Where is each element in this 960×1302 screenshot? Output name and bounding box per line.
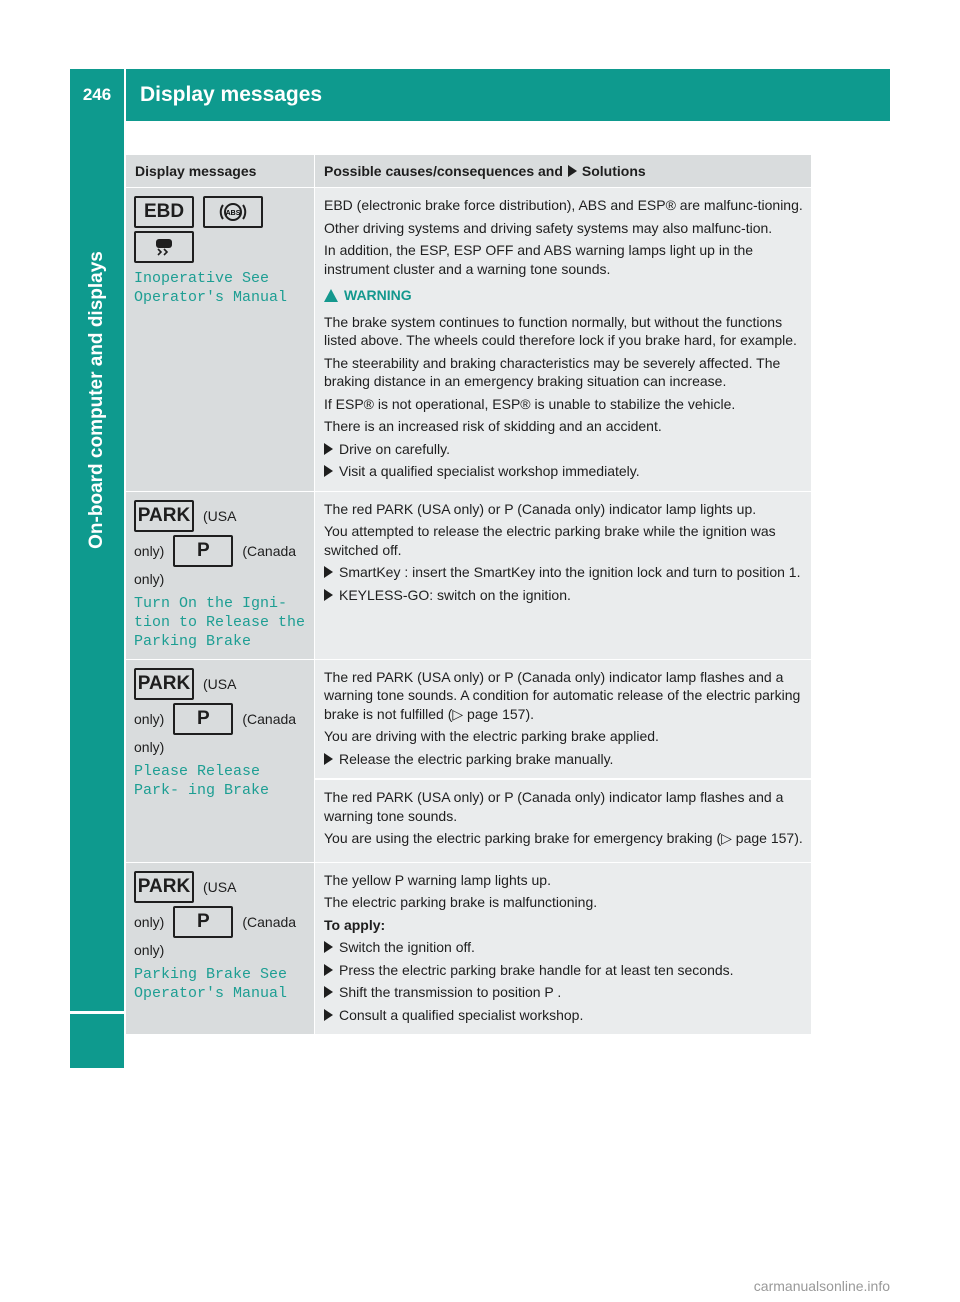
message-cell bbox=[126, 492, 314, 659]
region-note: (Canada bbox=[242, 710, 297, 727]
region-note: only) bbox=[134, 913, 165, 930]
warning-title: WARNING bbox=[344, 287, 412, 303]
park-icon: PARK bbox=[134, 871, 194, 903]
region-note: (Canada bbox=[242, 913, 297, 930]
paragraph: The electric parking brake is malfunctioning. bbox=[324, 894, 598, 910]
display-messages-table bbox=[126, 155, 811, 1035]
warning-triangle-icon bbox=[324, 289, 338, 302]
apply-label: To apply: bbox=[324, 916, 386, 933]
park-icon: PARK bbox=[134, 668, 194, 700]
col-header-causes bbox=[314, 155, 811, 187]
instruction-item: Visit a qualified specialist workshop immediately. bbox=[324, 462, 803, 481]
table-row bbox=[126, 492, 811, 660]
bullet-arrow-icon bbox=[324, 443, 333, 455]
bullet-arrow-icon bbox=[324, 1009, 333, 1021]
region-note: only) bbox=[134, 570, 165, 587]
paragraph: The yellow P warning lamp lights up. bbox=[324, 871, 551, 888]
instruction-item: Press the electric parking brake handle for at least ten seconds. bbox=[324, 961, 803, 980]
parking-brake-icon: P bbox=[173, 906, 233, 938]
message-cell bbox=[126, 188, 314, 491]
instruction-item: KEYLESS-GO: switch on the ignition. bbox=[324, 586, 803, 605]
ebd-icon: EBD bbox=[134, 196, 194, 228]
abs-icon bbox=[203, 196, 263, 228]
paragraph: The red PARK (USA only) or P (Canada only) indicator lamp flashes and a warning tone sounds. A condition for automatic release of the electric parking brake is not fulfilled (▷ page 157). bbox=[324, 668, 801, 722]
warning-paragraph: The steerability and braking characteristics may be severely affected. The braking distance in an emergency braking situation can increase. bbox=[324, 354, 781, 389]
bullet-arrow-icon bbox=[324, 566, 333, 578]
parking-brake-icon: P bbox=[173, 703, 233, 735]
causes-block bbox=[315, 188, 811, 491]
paragraph: You attempted to release the electric parking brake while the ignition was switched off. bbox=[324, 523, 776, 558]
paragraph: EBD (electronic brake force distribution), ABS and ESP® are malfunc-tioning. bbox=[324, 197, 803, 213]
causes-cell bbox=[314, 492, 811, 659]
display-message-text: Please Release Park- ing Brake bbox=[134, 762, 270, 799]
causes-cell bbox=[314, 188, 811, 491]
causes-block bbox=[315, 660, 811, 779]
causes-cell bbox=[314, 660, 811, 862]
display-message-text: Parking Brake See Operator's Manual bbox=[134, 965, 288, 1002]
instruction-item: Consult a qualified specialist workshop. bbox=[324, 1006, 803, 1025]
col-header-causes-suffix: Solutions bbox=[581, 163, 646, 179]
table-header bbox=[126, 155, 811, 188]
paragraph: You are using the electric parking brake for emergency braking (▷ page 157). bbox=[324, 830, 803, 846]
page-title: Display messages bbox=[140, 83, 323, 106]
warning-paragraph: The brake system continues to function normally, but without the functions listed above. The wheels could therefore lock if you brake hard, for example. bbox=[324, 313, 797, 348]
region-note: (USA bbox=[203, 675, 237, 692]
table-row bbox=[126, 188, 811, 492]
paragraph: The red PARK (USA only) or P (Canada only) indicator lamp flashes and a warning tone sounds. bbox=[324, 789, 784, 824]
region-note: (Canada bbox=[242, 542, 297, 559]
svg-text:ABS: ABS bbox=[225, 210, 241, 217]
region-note: only) bbox=[134, 738, 165, 755]
page-header bbox=[70, 69, 890, 121]
region-note: (USA bbox=[203, 507, 237, 524]
bullet-arrow-icon bbox=[324, 986, 333, 998]
display-message-text: Turn On the Igni- tion to Release the Parking Brake bbox=[134, 594, 306, 650]
side-tab-marker bbox=[70, 1014, 124, 1068]
page-number: 246 bbox=[82, 85, 112, 104]
paragraph: The red PARK (USA only) or P (Canada only) indicator lamp lights up. bbox=[324, 500, 757, 517]
table-row bbox=[126, 660, 811, 863]
warning-heading bbox=[324, 286, 803, 305]
side-tab-label: On-board computer and displays bbox=[86, 251, 107, 549]
region-note: only) bbox=[134, 710, 165, 727]
causes-cell bbox=[314, 863, 811, 1035]
parking-brake-icon: P bbox=[173, 535, 233, 567]
instruction-item: Drive on carefully. bbox=[324, 440, 803, 459]
paragraph: In addition, the ESP, ESP OFF and ABS warning lamps light up in the instrument cluster and a warning tone sounds. bbox=[324, 242, 754, 277]
bullet-arrow-icon bbox=[324, 465, 333, 477]
causes-block bbox=[315, 492, 811, 615]
header-divider bbox=[124, 69, 126, 121]
arrow-icon bbox=[568, 165, 577, 177]
message-cell bbox=[126, 660, 314, 862]
warning-paragraph: There is an increased risk of skidding and an accident. bbox=[324, 418, 662, 434]
region-note: only) bbox=[134, 941, 165, 958]
region-note: only) bbox=[134, 542, 165, 559]
col-header-display-messages: Display messages bbox=[135, 163, 257, 179]
col-header-causes-prefix: Possible causes/consequences and bbox=[324, 163, 563, 179]
esp-icon bbox=[134, 231, 194, 263]
display-message-text: Inoperative See Operator's Manual bbox=[134, 270, 288, 306]
causes-block bbox=[315, 863, 811, 1035]
instruction-item: Switch the ignition off. bbox=[324, 938, 803, 957]
warning-paragraph: If ESP® is not operational, ESP® is unable to stabilize the vehicle. bbox=[324, 395, 736, 412]
paragraph: Other driving systems and driving safety systems may also malfunc-tion. bbox=[324, 219, 773, 236]
message-cell bbox=[126, 863, 314, 1035]
park-icon: PARK bbox=[134, 500, 194, 532]
instruction-item: Shift the transmission to position P . bbox=[324, 983, 803, 1002]
bullet-arrow-icon bbox=[324, 941, 333, 953]
bullet-arrow-icon bbox=[324, 753, 333, 765]
instruction-item: Release the electric parking brake manually. bbox=[324, 750, 803, 769]
bullet-arrow-icon bbox=[324, 589, 333, 601]
region-note: (USA bbox=[203, 878, 237, 895]
table-row bbox=[126, 863, 811, 1036]
watermark: carmanualsonline.info bbox=[753, 1278, 890, 1294]
bullet-arrow-icon bbox=[324, 964, 333, 976]
paragraph: You are driving with the electric parking brake applied. bbox=[324, 728, 659, 744]
instruction-item: SmartKey : insert the SmartKey into the ignition lock and turn to position 1. bbox=[324, 563, 803, 582]
causes-block bbox=[315, 778, 811, 862]
